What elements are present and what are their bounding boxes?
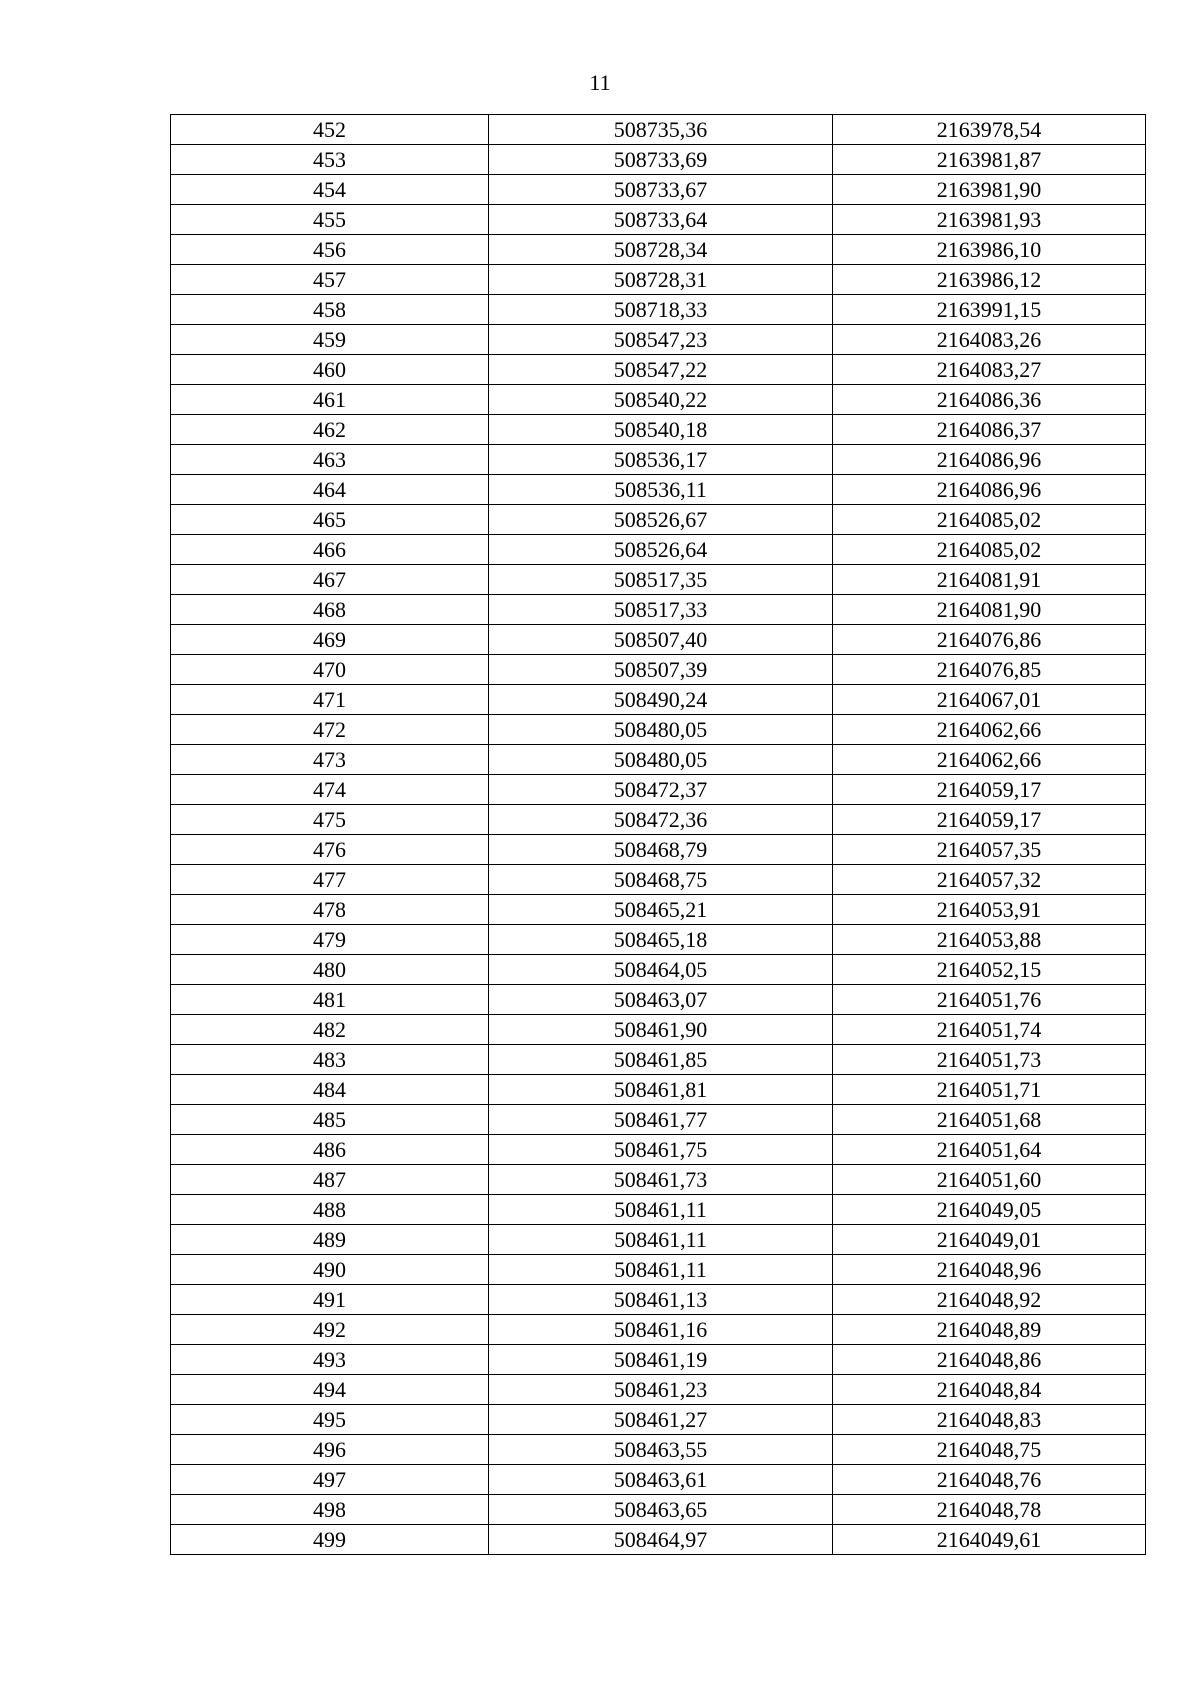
table-row	[171, 1165, 1146, 1195]
point-number-cell: 467	[171, 565, 489, 595]
table-row	[171, 445, 1146, 475]
x-coordinate-cell: 508472,36	[489, 805, 833, 835]
y-coordinate-cell: 2164059,17	[833, 805, 1146, 835]
y-coordinate-cell: 2164086,37	[833, 415, 1146, 445]
page-number: 11	[589, 70, 611, 95]
x-coordinate-cell: 508718,33	[489, 295, 833, 325]
table-row	[171, 715, 1146, 745]
point-number-cell: 474	[171, 775, 489, 805]
point-number-cell: 455	[171, 205, 489, 235]
point-number-cell: 499	[171, 1525, 489, 1555]
y-coordinate-cell: 2164076,86	[833, 625, 1146, 655]
y-coordinate-cell: 2163981,93	[833, 205, 1146, 235]
y-coordinate-cell: 2163986,10	[833, 235, 1146, 265]
table-row	[171, 895, 1146, 925]
x-coordinate-cell: 508547,22	[489, 355, 833, 385]
coordinates-table-body	[171, 115, 1146, 1555]
table-row	[171, 625, 1146, 655]
point-number-cell: 457	[171, 265, 489, 295]
table-row	[171, 475, 1146, 505]
table-row	[171, 955, 1146, 985]
point-number-cell: 484	[171, 1075, 489, 1105]
table-row	[171, 1345, 1146, 1375]
y-coordinate-cell: 2163978,54	[833, 115, 1146, 145]
point-number-cell: 479	[171, 925, 489, 955]
x-coordinate-cell: 508728,31	[489, 265, 833, 295]
y-coordinate-cell: 2164051,68	[833, 1105, 1146, 1135]
table-row	[171, 205, 1146, 235]
coordinates-table	[170, 114, 1146, 1555]
y-coordinate-cell: 2164053,91	[833, 895, 1146, 925]
y-coordinate-cell: 2163986,12	[833, 265, 1146, 295]
x-coordinate-cell: 508480,05	[489, 745, 833, 775]
table-row	[171, 745, 1146, 775]
y-coordinate-cell: 2164049,01	[833, 1225, 1146, 1255]
table-row	[171, 775, 1146, 805]
point-number-cell: 487	[171, 1165, 489, 1195]
table-row	[171, 1225, 1146, 1255]
point-number-cell: 472	[171, 715, 489, 745]
table-row	[171, 1375, 1146, 1405]
table-row	[171, 865, 1146, 895]
point-number-cell: 497	[171, 1465, 489, 1495]
y-coordinate-cell: 2164086,96	[833, 445, 1146, 475]
point-number-cell: 478	[171, 895, 489, 925]
x-coordinate-cell: 508733,67	[489, 175, 833, 205]
x-coordinate-cell: 508517,33	[489, 595, 833, 625]
x-coordinate-cell: 508526,67	[489, 505, 833, 535]
y-coordinate-cell: 2164048,89	[833, 1315, 1146, 1345]
y-coordinate-cell: 2164086,96	[833, 475, 1146, 505]
table-row	[171, 1285, 1146, 1315]
point-number-cell: 473	[171, 745, 489, 775]
table-row	[171, 1435, 1146, 1465]
point-number-cell: 496	[171, 1435, 489, 1465]
x-coordinate-cell: 508463,65	[489, 1495, 833, 1525]
y-coordinate-cell: 2164081,91	[833, 565, 1146, 595]
point-number-cell: 454	[171, 175, 489, 205]
table-row	[171, 1135, 1146, 1165]
point-number-cell: 459	[171, 325, 489, 355]
x-coordinate-cell: 508461,81	[489, 1075, 833, 1105]
y-coordinate-cell: 2164062,66	[833, 745, 1146, 775]
x-coordinate-cell: 508461,11	[489, 1195, 833, 1225]
y-coordinate-cell: 2163981,87	[833, 145, 1146, 175]
x-coordinate-cell: 508733,64	[489, 205, 833, 235]
point-number-cell: 488	[171, 1195, 489, 1225]
point-number-cell: 452	[171, 115, 489, 145]
x-coordinate-cell: 508465,18	[489, 925, 833, 955]
x-coordinate-cell: 508461,27	[489, 1405, 833, 1435]
table-row	[171, 1255, 1146, 1285]
y-coordinate-cell: 2164057,32	[833, 865, 1146, 895]
table-row	[171, 925, 1146, 955]
x-coordinate-cell: 508461,11	[489, 1225, 833, 1255]
y-coordinate-cell: 2164049,61	[833, 1525, 1146, 1555]
x-coordinate-cell: 508507,39	[489, 655, 833, 685]
point-number-cell: 475	[171, 805, 489, 835]
y-coordinate-cell: 2164051,76	[833, 985, 1146, 1015]
table-row	[171, 685, 1146, 715]
point-number-cell: 495	[171, 1405, 489, 1435]
point-number-cell: 490	[171, 1255, 489, 1285]
point-number-cell: 471	[171, 685, 489, 715]
table-row	[171, 835, 1146, 865]
y-coordinate-cell: 2164052,15	[833, 955, 1146, 985]
table-row	[171, 115, 1146, 145]
y-coordinate-cell: 2164049,05	[833, 1195, 1146, 1225]
x-coordinate-cell: 508526,64	[489, 535, 833, 565]
x-coordinate-cell: 508480,05	[489, 715, 833, 745]
x-coordinate-cell: 508540,18	[489, 415, 833, 445]
y-coordinate-cell: 2164081,90	[833, 595, 1146, 625]
point-number-cell: 469	[171, 625, 489, 655]
y-coordinate-cell: 2164048,78	[833, 1495, 1146, 1525]
y-coordinate-cell: 2164048,84	[833, 1375, 1146, 1405]
point-number-cell: 493	[171, 1345, 489, 1375]
y-coordinate-cell: 2164086,36	[833, 385, 1146, 415]
y-coordinate-cell: 2164048,75	[833, 1435, 1146, 1465]
table-row	[171, 985, 1146, 1015]
point-number-cell: 456	[171, 235, 489, 265]
x-coordinate-cell: 508517,35	[489, 565, 833, 595]
y-coordinate-cell: 2163991,15	[833, 295, 1146, 325]
point-number-cell: 481	[171, 985, 489, 1015]
y-coordinate-cell: 2163981,90	[833, 175, 1146, 205]
point-number-cell: 465	[171, 505, 489, 535]
y-coordinate-cell: 2164048,86	[833, 1345, 1146, 1375]
table-row	[171, 355, 1146, 385]
table-row	[171, 1195, 1146, 1225]
x-coordinate-cell: 508464,97	[489, 1525, 833, 1555]
x-coordinate-cell: 508461,77	[489, 1105, 833, 1135]
x-coordinate-cell: 508735,36	[489, 115, 833, 145]
table-row	[171, 1315, 1146, 1345]
table-row	[171, 535, 1146, 565]
x-coordinate-cell: 508536,17	[489, 445, 833, 475]
x-coordinate-cell: 508461,13	[489, 1285, 833, 1315]
x-coordinate-cell: 508490,24	[489, 685, 833, 715]
y-coordinate-cell: 2164051,74	[833, 1015, 1146, 1045]
x-coordinate-cell: 508461,19	[489, 1345, 833, 1375]
y-coordinate-cell: 2164048,92	[833, 1285, 1146, 1315]
y-coordinate-cell: 2164051,73	[833, 1045, 1146, 1075]
point-number-cell: 494	[171, 1375, 489, 1405]
y-coordinate-cell: 2164051,60	[833, 1165, 1146, 1195]
y-coordinate-cell: 2164085,02	[833, 505, 1146, 535]
y-coordinate-cell: 2164051,64	[833, 1135, 1146, 1165]
point-number-cell: 498	[171, 1495, 489, 1525]
x-coordinate-cell: 508461,73	[489, 1165, 833, 1195]
table-row	[171, 1015, 1146, 1045]
table-row	[171, 175, 1146, 205]
x-coordinate-cell: 508540,22	[489, 385, 833, 415]
table-row	[171, 385, 1146, 415]
table-row	[171, 1465, 1146, 1495]
table-row	[171, 415, 1146, 445]
y-coordinate-cell: 2164085,02	[833, 535, 1146, 565]
y-coordinate-cell: 2164076,85	[833, 655, 1146, 685]
point-number-cell: 463	[171, 445, 489, 475]
table-row	[171, 565, 1146, 595]
x-coordinate-cell: 508461,75	[489, 1135, 833, 1165]
table-row	[171, 1495, 1146, 1525]
point-number-cell: 483	[171, 1045, 489, 1075]
y-coordinate-cell: 2164053,88	[833, 925, 1146, 955]
point-number-cell: 464	[171, 475, 489, 505]
y-coordinate-cell: 2164059,17	[833, 775, 1146, 805]
point-number-cell: 466	[171, 535, 489, 565]
point-number-cell: 491	[171, 1285, 489, 1315]
x-coordinate-cell: 508468,79	[489, 835, 833, 865]
x-coordinate-cell: 508472,37	[489, 775, 833, 805]
point-number-cell: 470	[171, 655, 489, 685]
table-row	[171, 295, 1146, 325]
table-row	[171, 1525, 1146, 1555]
x-coordinate-cell: 508728,34	[489, 235, 833, 265]
x-coordinate-cell: 508507,40	[489, 625, 833, 655]
point-number-cell: 492	[171, 1315, 489, 1345]
y-coordinate-cell: 2164062,66	[833, 715, 1146, 745]
table-row	[171, 1045, 1146, 1075]
x-coordinate-cell: 508463,07	[489, 985, 833, 1015]
y-coordinate-cell: 2164048,83	[833, 1405, 1146, 1435]
table-row	[171, 325, 1146, 355]
point-number-cell: 482	[171, 1015, 489, 1045]
x-coordinate-cell: 508463,61	[489, 1465, 833, 1495]
x-coordinate-cell: 508461,85	[489, 1045, 833, 1075]
table-row	[171, 145, 1146, 175]
y-coordinate-cell: 2164051,71	[833, 1075, 1146, 1105]
x-coordinate-cell: 508464,05	[489, 955, 833, 985]
x-coordinate-cell: 508461,23	[489, 1375, 833, 1405]
x-coordinate-cell: 508733,69	[489, 145, 833, 175]
y-coordinate-cell: 2164083,26	[833, 325, 1146, 355]
x-coordinate-cell: 508468,75	[489, 865, 833, 895]
point-number-cell: 458	[171, 295, 489, 325]
table-row	[171, 1075, 1146, 1105]
x-coordinate-cell: 508461,11	[489, 1255, 833, 1285]
point-number-cell: 462	[171, 415, 489, 445]
point-number-cell: 485	[171, 1105, 489, 1135]
x-coordinate-cell: 508536,11	[489, 475, 833, 505]
x-coordinate-cell: 508461,90	[489, 1015, 833, 1045]
y-coordinate-cell: 2164048,96	[833, 1255, 1146, 1285]
point-number-cell: 453	[171, 145, 489, 175]
x-coordinate-cell: 508465,21	[489, 895, 833, 925]
table-row	[171, 805, 1146, 835]
table-row	[171, 265, 1146, 295]
table-row	[171, 505, 1146, 535]
y-coordinate-cell: 2164083,27	[833, 355, 1146, 385]
table-row	[171, 1405, 1146, 1435]
point-number-cell: 461	[171, 385, 489, 415]
table-row	[171, 1105, 1146, 1135]
point-number-cell: 468	[171, 595, 489, 625]
point-number-cell: 460	[171, 355, 489, 385]
y-coordinate-cell: 2164048,76	[833, 1465, 1146, 1495]
table-row	[171, 655, 1146, 685]
y-coordinate-cell: 2164057,35	[833, 835, 1146, 865]
y-coordinate-cell: 2164067,01	[833, 685, 1146, 715]
point-number-cell: 480	[171, 955, 489, 985]
point-number-cell: 486	[171, 1135, 489, 1165]
table-row	[171, 595, 1146, 625]
x-coordinate-cell: 508461,16	[489, 1315, 833, 1345]
table-row	[171, 235, 1146, 265]
point-number-cell: 489	[171, 1225, 489, 1255]
x-coordinate-cell: 508463,55	[489, 1435, 833, 1465]
point-number-cell: 477	[171, 865, 489, 895]
point-number-cell: 476	[171, 835, 489, 865]
x-coordinate-cell: 508547,23	[489, 325, 833, 355]
